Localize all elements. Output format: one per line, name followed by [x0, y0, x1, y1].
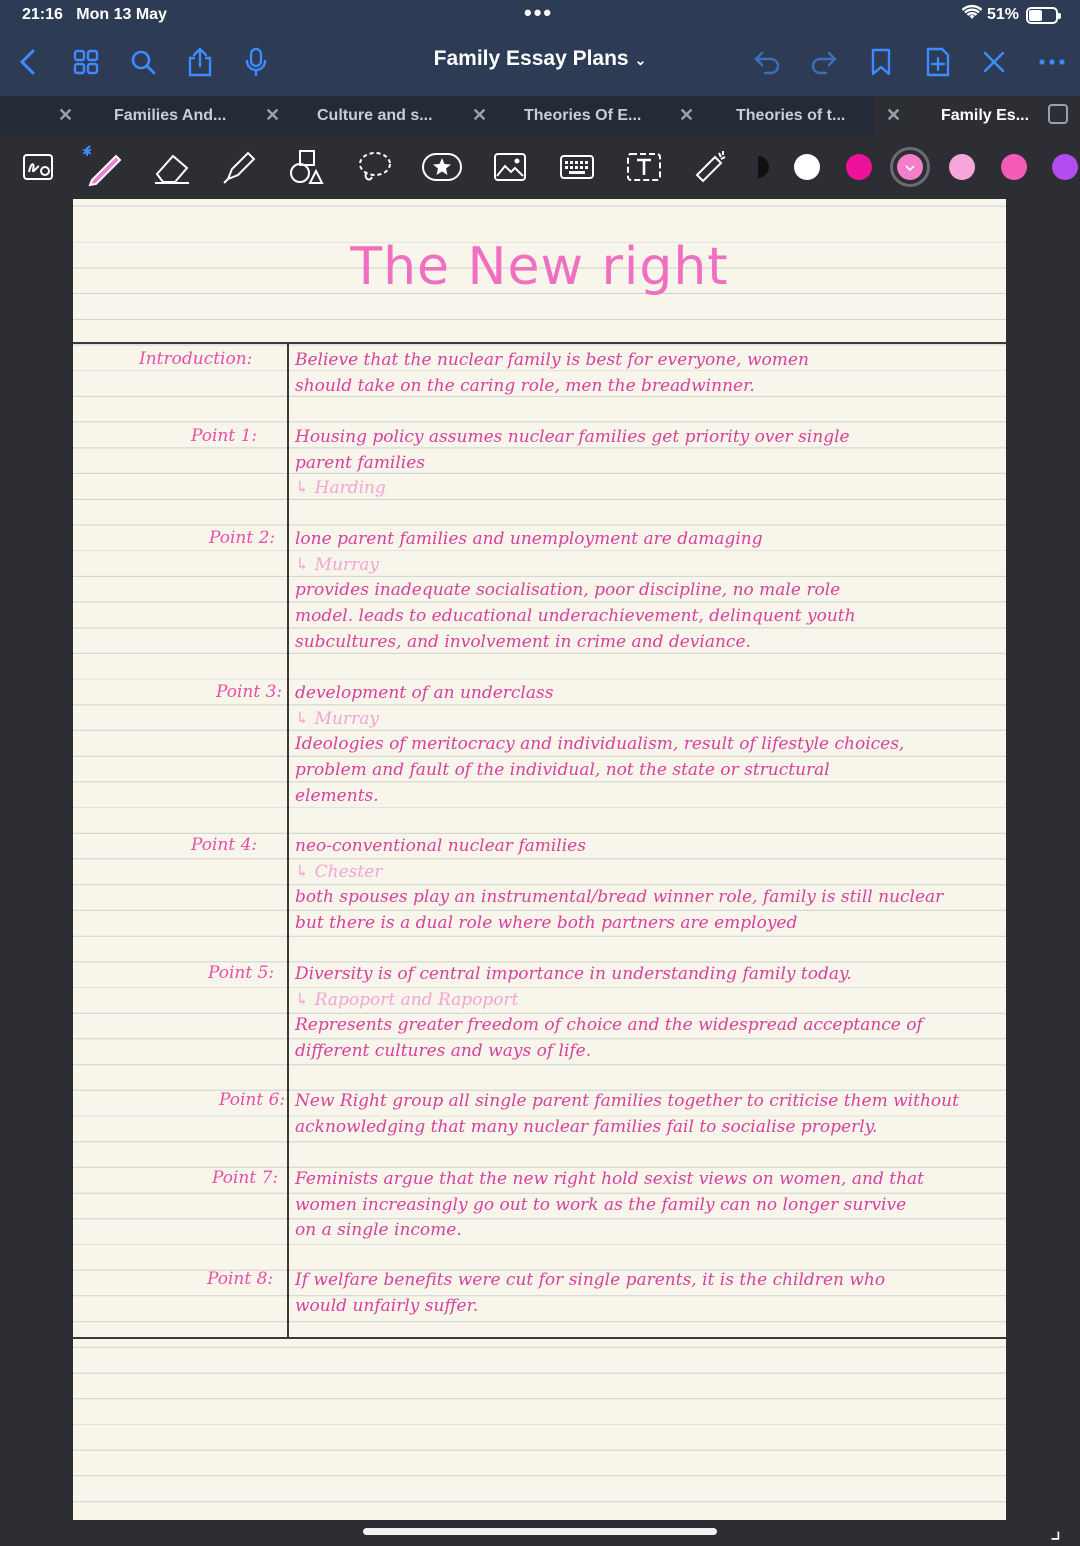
- status-time: 21:16 Mon 13 May: [22, 6, 167, 23]
- back-icon[interactable]: [10, 44, 46, 80]
- tab-close-icon[interactable]: ✕: [886, 105, 902, 125]
- text-line: If welfare benefits were cut for single parents, it is the children who: [295, 1270, 886, 1290]
- undo-icon[interactable]: [749, 44, 785, 80]
- row-text-point-8: [295, 1268, 995, 1319]
- table-top-line: [73, 342, 1006, 344]
- redo-icon[interactable]: [806, 44, 842, 80]
- table-divider-line: [287, 342, 289, 1339]
- search-icon[interactable]: [125, 44, 161, 80]
- lasso-zoom-icon[interactable]: [20, 148, 58, 186]
- reference-line: ↳ Rapoport and Rapoport: [295, 989, 519, 1010]
- text-line: Diversity is of central importance in understanding family today.: [295, 964, 852, 984]
- table-bottom-line: [73, 1337, 1006, 1339]
- tab-theories-of-e[interactable]: [464, 96, 671, 136]
- pencil-hover-icon: ⌟: [1050, 1517, 1062, 1544]
- row-label-point-6: Point 6:: [219, 1090, 286, 1110]
- tab-close-icon[interactable]: ✕: [58, 105, 74, 125]
- keyboard-icon[interactable]: [558, 148, 596, 186]
- text-line: on a single income.: [295, 1220, 462, 1241]
- reference-line: ↳ Chester: [295, 861, 383, 882]
- battery-icon: [1026, 7, 1058, 24]
- multitasking-dots-icon[interactable]: •••: [524, 0, 554, 25]
- row-text-point-3: [295, 681, 995, 810]
- tab-label: Culture and s...: [317, 107, 433, 124]
- color-swatch-hot-pink[interactable]: [1001, 154, 1027, 180]
- reference-line: ↳ Murray: [295, 554, 379, 575]
- row-label-point-4: Point 4:: [191, 835, 258, 855]
- more-options-icon[interactable]: [1034, 44, 1070, 80]
- tab-culture-and[interactable]: [257, 96, 464, 136]
- svg-text:✱: ✱: [82, 145, 93, 159]
- color-swatch-purple[interactable]: [1052, 154, 1078, 180]
- tab-close-icon[interactable]: ✕: [679, 105, 695, 125]
- text-line: women increasingly go out to work as the family can no longer survive: [295, 1194, 907, 1215]
- selected-check-icon: [897, 154, 923, 180]
- text-line: parent families: [295, 452, 426, 473]
- row-label-point-3: Point 3:: [216, 682, 283, 702]
- battery-percent: 51%: [987, 6, 1020, 23]
- split-view-icon[interactable]: [1048, 104, 1068, 124]
- close-edit-icon[interactable]: [976, 44, 1012, 80]
- text-line: would unfairly suffer.: [295, 1295, 479, 1316]
- highlighter-icon[interactable]: [221, 148, 259, 186]
- text-line: elements.: [295, 785, 379, 806]
- text-line: lone parent families and unemployment are damaging: [295, 529, 763, 549]
- row-text-point-4: [295, 834, 995, 937]
- tab-close-icon[interactable]: ✕: [472, 105, 488, 125]
- lasso-icon[interactable]: [356, 148, 394, 186]
- grid-view-icon[interactable]: [68, 44, 104, 80]
- eraser-icon[interactable]: [153, 148, 191, 186]
- elements-sticker-icon[interactable]: [423, 148, 461, 186]
- row-label-point-2: Point 2:: [209, 528, 276, 548]
- laser-pointer-icon[interactable]: [692, 148, 730, 186]
- tab-label: Families And...: [114, 107, 227, 124]
- home-indicator[interactable]: [363, 1528, 717, 1535]
- row-text-point-5: [295, 962, 995, 1065]
- bookmark-icon[interactable]: [863, 44, 899, 80]
- tab-close-icon[interactable]: ✕: [265, 105, 281, 125]
- microphone-icon[interactable]: [238, 44, 274, 80]
- text-line: different cultures and ways of life.: [295, 1041, 592, 1062]
- row-text-point-1: [295, 425, 995, 502]
- toolbar-divider-icon: [744, 148, 774, 186]
- add-page-icon[interactable]: [920, 44, 956, 80]
- text-line: but there is a dual role where both partners are employed: [295, 913, 798, 934]
- row-text-point-2: [295, 527, 995, 656]
- pen-tool-icon[interactable]: [82, 145, 124, 186]
- text-line: problem and fault of the individual, not the state or structural: [295, 760, 830, 781]
- text-box-icon[interactable]: [625, 148, 663, 186]
- text-line: both spouses play an instrumental/bread winner role, family is still nuclear: [295, 887, 944, 908]
- row-label-point-8: Point 8:: [207, 1269, 274, 1289]
- chevron-down-icon: ⌄: [634, 52, 647, 68]
- shapes-icon[interactable]: [288, 148, 326, 186]
- status-bar: [0, 0, 1080, 30]
- text-line: Housing policy assumes nuclear families get priority over single: [295, 427, 850, 447]
- reference-line: ↳ Murray: [295, 708, 379, 729]
- document-title[interactable]: Family Essay Plans ⌄: [433, 47, 647, 70]
- color-swatch-white[interactable]: [794, 154, 820, 180]
- color-swatch-light-pink[interactable]: [949, 154, 975, 180]
- tab-theories-of-t[interactable]: [671, 96, 878, 136]
- row-label-introduction: Introduction:: [139, 349, 253, 369]
- reference-line: ↳ Harding: [295, 478, 386, 499]
- text-line: Believe that the nuclear family is best for everyone, women: [295, 350, 809, 370]
- row-text-introduction: [295, 348, 995, 399]
- tab-label: Theories of t...: [736, 107, 846, 124]
- text-line: should take on the caring role, men the breadwinner.: [295, 375, 755, 396]
- text-line: subcultures, and involvement in crime and deviance.: [295, 631, 751, 652]
- color-swatch-magenta[interactable]: [846, 154, 872, 180]
- text-line: New Right group all single parent families together to criticise them without: [295, 1091, 959, 1111]
- tab-families-and[interactable]: [50, 96, 257, 136]
- row-label-point-5: Point 5:: [208, 963, 275, 983]
- text-line: Represents greater freedom of choice and the widespread acceptance of: [295, 1015, 923, 1036]
- text-line: model. leads to educational underachievement, delinquent youth: [295, 606, 856, 627]
- top-bar: [0, 0, 1080, 96]
- tab-label: Family Es...: [941, 107, 1030, 124]
- tab-bar: [0, 96, 1080, 136]
- text-line: Ideologies of meritocracy and individualism, result of lifestyle choices,: [295, 734, 905, 755]
- notebook-page[interactable]: [73, 199, 1006, 1520]
- tab-label: Theories Of E...: [524, 107, 642, 124]
- color-swatch-pink-selected[interactable]: [897, 154, 923, 180]
- text-line: neo-conventional nuclear families: [295, 836, 586, 856]
- text-line: development of an underclass: [295, 683, 554, 703]
- wifi-icon: [962, 5, 982, 26]
- row-text-point-7: [295, 1167, 995, 1244]
- battery-fill: [1029, 10, 1042, 21]
- text-line: provides inadequate socialisation, poor discipline, no male role: [295, 580, 841, 601]
- image-icon[interactable]: [491, 148, 529, 186]
- share-icon[interactable]: [182, 44, 218, 80]
- row-label-point-1: Point 1:: [191, 426, 258, 446]
- page-title: The New right: [350, 237, 729, 297]
- row-label-point-7: Point 7:: [212, 1168, 279, 1188]
- row-text-point-6: [295, 1089, 995, 1140]
- text-line: Feminists argue that the new right hold sexist views on women, and that: [295, 1169, 924, 1189]
- text-line: acknowledging that many nuclear families fail to socialise properly.: [295, 1116, 878, 1137]
